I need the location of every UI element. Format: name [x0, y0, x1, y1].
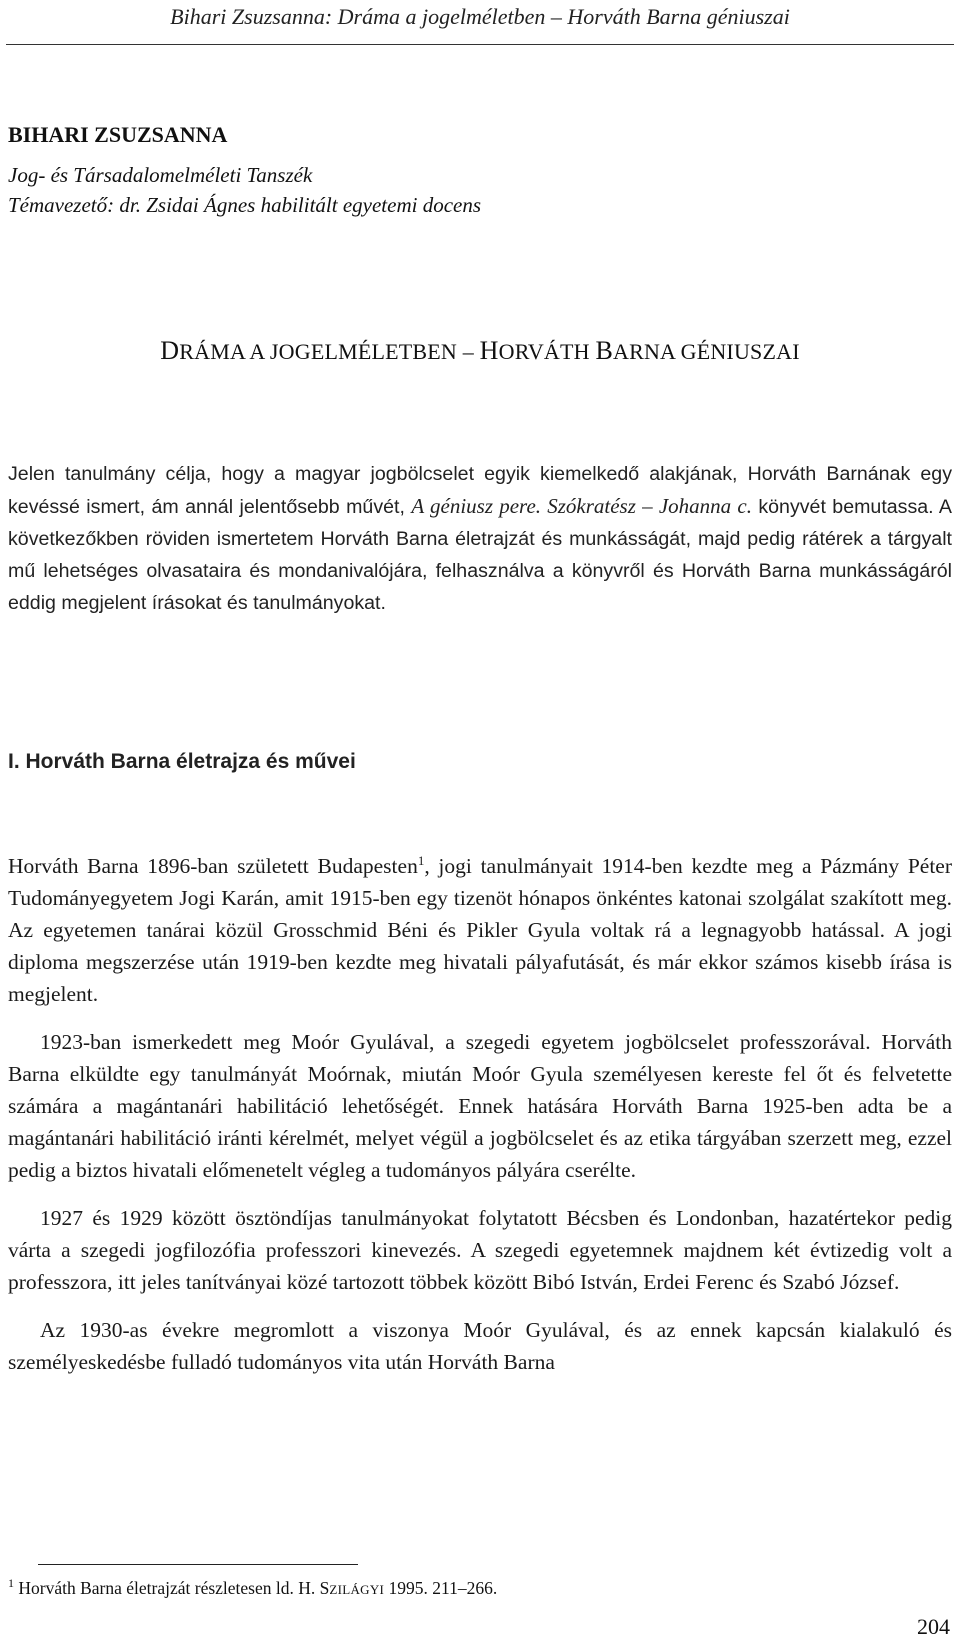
body-paragraph: Az 1930-as évekre megromlott a viszonya Moór Gyulával, és az ennek kapcsán kialakuló és személyeskedésbe fulladó tudományos vita után Horváth Barna	[8, 1318, 952, 1374]
body-paragraph	[8, 850, 952, 1010]
work-title: A géniusz pere. Szókratész – Johanna c.	[411, 494, 752, 518]
paragraph-text: , jogi tanulmányait 1914-ben kezdte meg a Pázmány Péter Tudományegyetem Jogi Karán, amit 1915-ben egy tizenöt hónapos önkéntes katonai szolgálat szakított meg. Az egyetemen tanárai közül Grosschmid Béni és Pikler Gyula voltak rá a legnagyobb hatással. A jogi diploma megszerzése után 1919-ben kezdte meg hivatali pályafutását, és már ekkor számos kisebb írása is megjelent.	[8, 854, 952, 1006]
page-number: 204	[917, 1614, 950, 1639]
footnote-text: 1995. 211–266.	[384, 1578, 498, 1598]
title-text: ARNA GÉNIUSZAI	[612, 339, 800, 364]
body-text	[8, 850, 952, 1394]
abstract	[8, 458, 952, 619]
title-initial: B	[595, 336, 613, 365]
running-header: Bihari Zsuzsanna: Dráma a jogelméletben – Horváth Barna géniuszai	[170, 4, 790, 29]
author-name: BIHARI ZSUZSANNA	[8, 122, 228, 147]
paper-title	[0, 336, 960, 366]
header-rule	[6, 44, 954, 45]
supervisor: Témavezető: dr. Zsidai Ágnes habilitált egyetemi docens	[8, 193, 482, 217]
footnote-text: Horváth Barna életrajzát részletesen ld. H. S	[14, 1578, 330, 1598]
body-paragraph: 1927 és 1929 között ösztöndíjas tanulmányokat folytatott Bécsben és Londonban, hazatértekor pedig várta a szegedi jogfilozófia professzori kinevezés. A szegedi egyetemnek majdnem két évtizedig volt a professzora, itt jeles tanítványai közé tartozott többek között Bibó István, Erdei Ferenc és Szabó József.	[8, 1206, 952, 1294]
department: Jog- és Társadalomelméleti Tanszék	[8, 163, 313, 187]
abstract-text: könyvét bemutassa. A következőkben röviden ismertetem Horváth Barna életrajzát és munkásságát, majd pedig rátérek a tárgyalt mű lehetséges olvasataira és mondanivalójára, felhasználva a könyvről és Horváth Barna munkásságáról eddig megjelent írásokat és tanulmányokat.	[8, 496, 952, 614]
author-affiliation	[8, 160, 952, 220]
footnote-number: 1	[8, 1576, 14, 1591]
footnote-rule	[38, 1564, 358, 1565]
footnote	[8, 1578, 952, 1599]
body-paragraph: 1923-ban ismerkedett meg Moór Gyulával, a szegedi egyetem jogbölcselet professzorával. Horváth Barna elküldte egy tanulmányát Moórnak, miután Moór Gyula személyesen kereste fel őt és felvetette számára a magántanári habilitáció lehetőségét. Ennek hatására Horváth Barna 1925-ben adta be a magántanári habilitáció iránti kérelmét, melyet végül a jogbölcselet és az etika tárgyában szerzett meg, ezzel pedig a biztos hivatali előmenetelt végleg a tudományos pályára cserélte.	[8, 1030, 952, 1182]
title-text: RÁMA A JOGELMÉLETBEN	[179, 339, 458, 364]
title-initial: H	[479, 336, 499, 365]
title-dash: –	[457, 339, 480, 364]
abstract-text: Jelen tanulmány célja, hogy a magyar jogbölcselet egyik kiemelkedő alakjának, Horváth Barnának egy kevéssé ismert, ám annál jelentősebb művét,	[8, 463, 952, 518]
section-heading: I. Horváth Barna életrajza és művei	[8, 750, 356, 773]
title-text: ORVÁTH	[498, 339, 596, 364]
title-initial: D	[160, 336, 180, 365]
paragraph-text: Horváth Barna 1896-ban született Budapesten	[8, 854, 418, 878]
footnote-reference[interactable]: 1	[417, 852, 425, 868]
footnote-smallcaps: ZILÁGYI	[329, 1582, 385, 1597]
